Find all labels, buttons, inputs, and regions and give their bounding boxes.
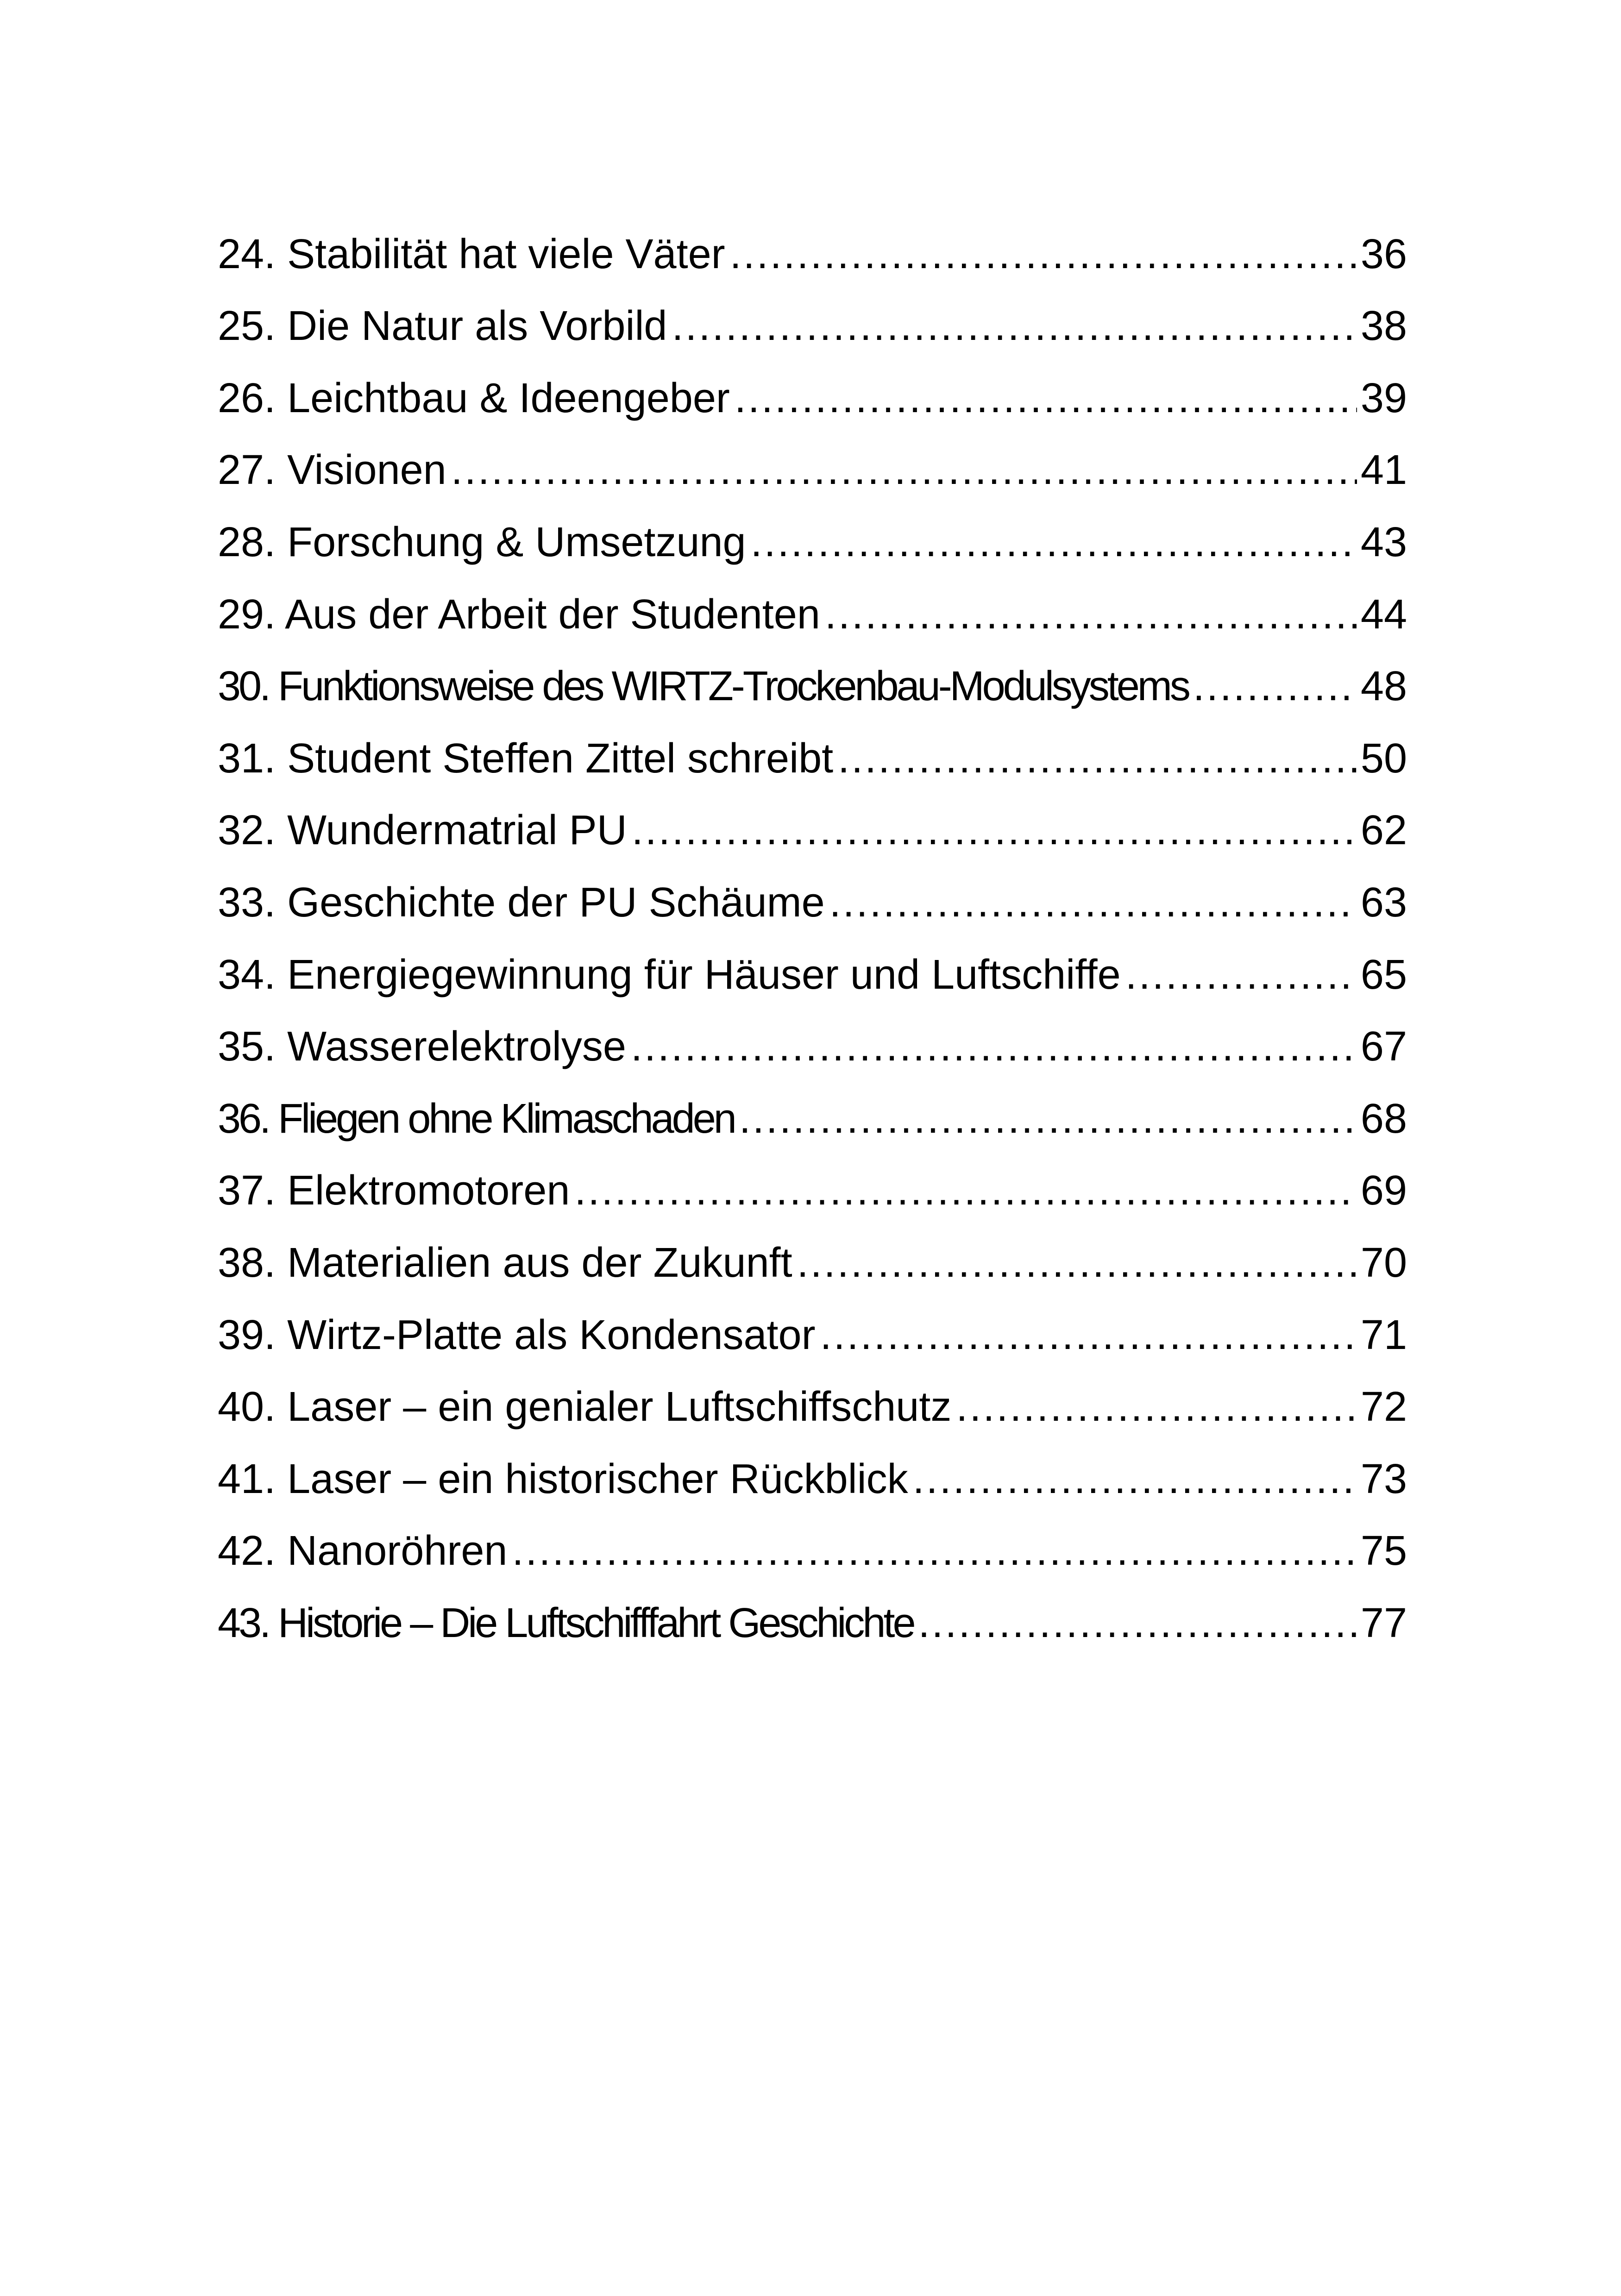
toc-entry-title: 24. Stabilität hat viele Väter <box>218 231 725 277</box>
toc-entry-page: 65 <box>1360 951 1407 998</box>
toc-entry-title: 41. Laser – ein historischer Rückblick <box>218 1455 908 1502</box>
toc-entry[interactable] <box>218 1356 1407 1428</box>
toc-dot-leader <box>512 1530 1357 1572</box>
toc-entry-page: 44 <box>1360 591 1407 638</box>
toc-entry[interactable] <box>218 347 1407 419</box>
toc-dot-leader <box>1125 954 1357 996</box>
toc-dot-leader <box>672 305 1357 347</box>
toc-entry-title: 29. Aus der Arbeit der Studenten <box>218 591 820 638</box>
toc-entry[interactable] <box>218 996 1407 1068</box>
toc-dot-leader <box>739 1098 1357 1140</box>
toc-entry-title: 40. Laser – ein genialer Luftschiffschutz <box>218 1384 952 1430</box>
toc-entry-title: 27. Visionen <box>218 447 446 494</box>
toc-dot-leader <box>829 882 1357 923</box>
toc-entry-page: 50 <box>1360 735 1407 782</box>
toc-dot-leader <box>913 1458 1357 1500</box>
toc-entry[interactable] <box>218 707 1407 782</box>
toc-entry-page: 72 <box>1360 1384 1407 1430</box>
toc-entry-page: 70 <box>1360 1239 1407 1286</box>
toc-dot-leader <box>451 449 1357 491</box>
toc-entry-page: 63 <box>1360 879 1407 926</box>
toc-entry-title: 26. Leichtbau & Ideengeber <box>218 375 730 421</box>
toc-entry[interactable] <box>218 635 1407 708</box>
toc-entry-title: 36. Fliegen ohne Klimaschaden <box>218 1095 735 1142</box>
toc-entry[interactable] <box>218 1284 1407 1356</box>
toc-dot-leader <box>631 1026 1357 1067</box>
toc-dot-leader <box>820 1314 1357 1356</box>
toc-dot-leader <box>574 1170 1357 1211</box>
toc-entry[interactable] <box>218 1572 1407 1644</box>
toc-dot-leader <box>735 377 1357 419</box>
toc-entry-page: 62 <box>1360 807 1407 854</box>
toc-dot-leader <box>956 1386 1357 1428</box>
toc-entry-page: 75 <box>1360 1528 1407 1575</box>
toc-entry[interactable] <box>218 491 1407 563</box>
toc-entry[interactable] <box>218 563 1407 638</box>
table-of-contents <box>218 203 1407 1644</box>
toc-dot-leader <box>1193 665 1357 707</box>
toc-entry-title: 32. Wundermatrial PU <box>218 807 627 854</box>
toc-entry-title: 37. Elektromotoren <box>218 1167 570 1214</box>
toc-dot-leader <box>918 1602 1357 1644</box>
toc-entry[interactable] <box>218 923 1407 996</box>
toc-entry[interactable] <box>218 1428 1407 1500</box>
toc-entry[interactable] <box>218 203 1407 275</box>
toc-entry-page: 36 <box>1360 231 1407 277</box>
toc-entry-page: 48 <box>1360 663 1407 710</box>
toc-entry[interactable] <box>218 851 1407 926</box>
toc-entry[interactable] <box>218 1211 1407 1284</box>
toc-entry-title: 25. Die Natur als Vorbild <box>218 303 667 350</box>
toc-entry-page: 71 <box>1360 1311 1407 1358</box>
toc-entry-title: 38. Materialien aus der Zukunft <box>218 1239 792 1286</box>
toc-entry[interactable] <box>218 779 1407 852</box>
toc-entry-title: 30. Funktionsweise des WIRTZ-Trockenbau-Modulsystems <box>218 663 1188 710</box>
toc-dot-leader <box>632 809 1357 851</box>
toc-entry-page: 68 <box>1360 1095 1407 1142</box>
toc-entry-title: 42. Nanoröhren <box>218 1528 508 1575</box>
toc-dot-leader <box>825 594 1357 635</box>
toc-entry-title: 28. Forschung & Umsetzung <box>218 519 746 565</box>
toc-entry-title: 39. Wirtz-Platte als Kondensator <box>218 1311 816 1358</box>
toc-dot-leader <box>797 1242 1357 1284</box>
toc-entry-page: 67 <box>1360 1023 1407 1070</box>
toc-dot-leader <box>751 521 1357 563</box>
toc-entry[interactable] <box>218 275 1407 350</box>
toc-entry[interactable] <box>218 1067 1407 1140</box>
toc-dot-leader <box>730 233 1357 275</box>
toc-entry-title: 31. Student Steffen Zittel schreibt <box>218 735 834 782</box>
toc-entry-page: 43 <box>1360 519 1407 565</box>
toc-entry[interactable] <box>218 1500 1407 1575</box>
toc-entry[interactable] <box>218 419 1407 494</box>
toc-entry-page: 73 <box>1360 1455 1407 1502</box>
toc-entry-page: 69 <box>1360 1167 1407 1214</box>
toc-entry-page: 77 <box>1360 1600 1407 1646</box>
toc-entry[interactable] <box>218 1140 1407 1212</box>
toc-entry-page: 39 <box>1360 375 1407 421</box>
toc-entry-title: 33. Geschichte der PU Schäume <box>218 879 825 926</box>
toc-entry-title: 35. Wasserelektrolyse <box>218 1023 626 1070</box>
toc-dot-leader <box>838 738 1357 779</box>
toc-entry-page: 38 <box>1360 303 1407 350</box>
toc-entry-page: 41 <box>1360 447 1407 494</box>
toc-entry-title: 43. Historie – Die Luftschifffahrt Geschichte <box>218 1600 914 1646</box>
toc-entry-title: 34. Energiegewinnung für Häuser und Luftschiffe <box>218 951 1121 998</box>
